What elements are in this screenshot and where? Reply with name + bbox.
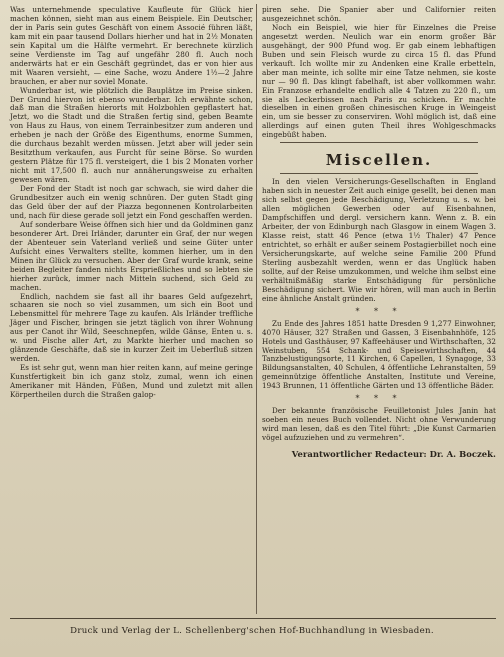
paragraph: Zu Ende des Jahres 1851 hatte Dresden 9 1,277 Einwohner, 4070 Häuser, 327 Straßen und Gassen, 3 Eisenbahnhöfe, 125 Hotels und Gasthäuser, 97 Kaffeehäuser und Wirthschaften, 32 Weinstuben, 554 Schank- und Speisewirthschaften, 44 Tanzbelustigungsorte, 11 Kirchen, 6 Capellen, 1 Synagoge, 33 Bildungsanstalten, 40 Schulen, 4 öffentliche Lehranstalten, 59 gemeinnützige öffentliche Anstalten, Institute und Vereine, 1943 Brunnen, 11 öffentliche Gärten und 13 öffentliche Bäder. (262, 318, 497, 391)
misc-item-insurance (262, 178, 496, 303)
paragraph: Der Fond der Stadt ist noch gar schwach, sie wird daher die Grundbesitzer auch ein wenig schnüren. Der guten Stadt ging das Geld über der auf der Piazza begonnenen Kontrolarbeiten und, nach für diese gerade soll jetzt ein Fond geschaffen werden. (10, 184, 253, 220)
paragraph: Auf sonderbare Weise öffnen sich hier und da Goldminen ganz besonderer Art. Drei Irländer, darunter ein Graf, der nur wegen der Abenteuer sein Vaterland verließ und seine Güter unter Aufsicht eines Verwalters stellte, kommen hierher, um in den Minen ihr Glück zu versuchen. Aber der Graf wurde krank, seine beiden Begleiter fanden nichts Ersprießliches und so lebten sie hierher zurück, immer nach Mitteln suchend, sich Geld zu machen. (10, 219, 253, 292)
miscellen-heading: Miscellen. (325, 151, 433, 170)
editor-line: Verantwortlicher Redacteur: Dr. A. Boczek. (291, 449, 496, 460)
misc-item-dresden (262, 320, 496, 392)
paragraph: Der bekannte französische Feuilletonist Jules Janin hat soeben ein neues Buch vollendet. Nicht ohne Verwunderung wird man lesen, daß es den Titel führt: „Die Kunst Carmarien vögel aufzuziehen und zu vermehren“. (262, 406, 496, 443)
publisher-footer: Druck und Verlag der L. Schellenberg'schen Hof-Buchhandlung in Wiesbaden. (70, 626, 434, 636)
paragraph: Endlich, nachdem sie fast all ihr baares Geld aufgezehrt, schaaren sie noch so viel zusammen, um sich ein Boot und Lebensmittel für mehrere Tage zu kaufen. Als Irländer treffliche Jäger und Fischer, bringen sie jetzt täglich von ihrer Wohnung aus per Canot ihr Wild, Seeschnepfen, wilde Gänse, Enten u. s. w. und Fische aller Art, zu Markte hierher und machen so glänzende Geschäfte, daß sie in kurzer Zeit im Ueberfluß sitzen werden. (10, 291, 253, 364)
misc-item-janin (262, 407, 496, 443)
separator-stars: * * * (355, 394, 403, 404)
footer-rule (10, 618, 496, 619)
paragraph: Es ist sehr gut, wenn man hier reiten kann, auf meine geringe Kunstfertigkeit bin ich ganz stolz, zumal, wenn ich einen Amerikaner mit Händen, Füßen, Mund und zuletzt mit allen Körpertheilen durch die Straßen galop- (10, 363, 253, 399)
paragraph: piren sehe. Die Spanier aber und Californier reiten ausgezeichnet schön. (262, 5, 496, 23)
paragraph: Wunderbar ist, wie plötzlich die Bauplätze im Preise sinken. Der Grund hiervon ist ebenso wunderbar. Ich erwähnte schon, daß man die Straßen hierorts mit Holzbohlen gepflastert hat. Jetzt, wo die Stadt und die Straßen fertig sind, geben Beamte von Haus zu Haus, von einem Terrainbesitzer zum anderen und erheben je nach der Größe des Eigenthums, enorme Summen, die durchaus bezahlt werden müssen. Jetzt aber will jeder sein Besitzthum verkaufen, aus Furcht für seine Börse. So wurden gestern Plätze für 175 fl. versteigert, die 1 bis 2 Monaten vorher nicht mit 17,500 fl. auch nur annäherungsweise zu erhalten gewesen wären. (10, 85, 253, 185)
separator-stars: * * * (355, 306, 403, 316)
right-column (262, 6, 496, 460)
article-continuation (262, 6, 496, 140)
paragraph: Was unternehmende speculative Kaufleute für Glück hier machen können, sieht man aus einem Beispiele. Ein Deutscher, der in Paris sein gutes Geschäft von einem Associé führen läßt, kam mit ein paar tausend Dollars hierher und hat in 2½ Monaten sein Kapital um die Hälfte vermehrt. Er berechnete kürzlich seine Verdienste im Tag auf ungefähr 280 fl. Auch noch anderwärts hat er ein Geschäft gegründet, das er von hier aus mit Waaren versieht, — eine Sache, wozu Andere 1½—2 Jahre brauchen, er aber nur soviel Monate. (10, 5, 253, 86)
section-rule (280, 173, 478, 174)
left-column (10, 6, 253, 400)
paragraph: In den vielen Versicherungs-Gesellschaften in England haben sich in neuester Zeit auch einige gesellt, bei denen man sich selbst gegen jede Beschädigung, Verletzung u. s. w. bei allen möglichen Gewerben oder auf Eisenbahnen, Dampfschiffen und dergl. versichern kann. Wenn z. B. ein Arbeiter, der von Edinburgh nach Glasgow in einem Wagen 3. Klasse reist, statt 46 Pence (etwa 1½ Thaler) 47 Pence entrichtet, so erhält er außer seinem Postagierbillet noch eine Versicherungskarte, auf welche seine Familie 200 Pfund Sterling ausbezahlt werden, wenn er das Unglück haben sollte, auf der Reise umzukommen, und welche ihm selbst eine verhältnißmäßig starke Entschädigung für persönliche Beschädigung sichert. Wie wir hören, will man auch in Berlin eine ähnliche Anstalt gründen. (262, 177, 496, 303)
column-divider (256, 4, 257, 614)
section-rule (280, 142, 478, 143)
paragraph: Noch ein Beispiel, wie hier für Einzelnes die Preise angesetzt werden. Neulich war ein enorm großer Bär ausgehängt, der 900 Pfund wog. Er gab einem lebhaftigen Buben und sein Fleisch wurde zu circa 15 fl. das Pfund verkauft. Ich wollte mir zu Andenken eine Kralle erbetteln, aber man meinte, ich sollte mir eine Tatze nehmen, sie koste nur — 90 fl. Das klingt fabelhaft, ist aber vollkommen wahr. Ein Franzose erhandelte endlich alle 4 Tatzen zu 220 fl., um sie als Leckerbissen nach Paris zu schicken. Er machte dieselben in einen großen chinesischen Kruge in Weingeist ein, um sie besser zu conserviren. Wohl möglich ist, daß eine allerdings auf einen guten Theil ihres Wohlgeschmacks eingebüßt haben. (262, 22, 496, 140)
